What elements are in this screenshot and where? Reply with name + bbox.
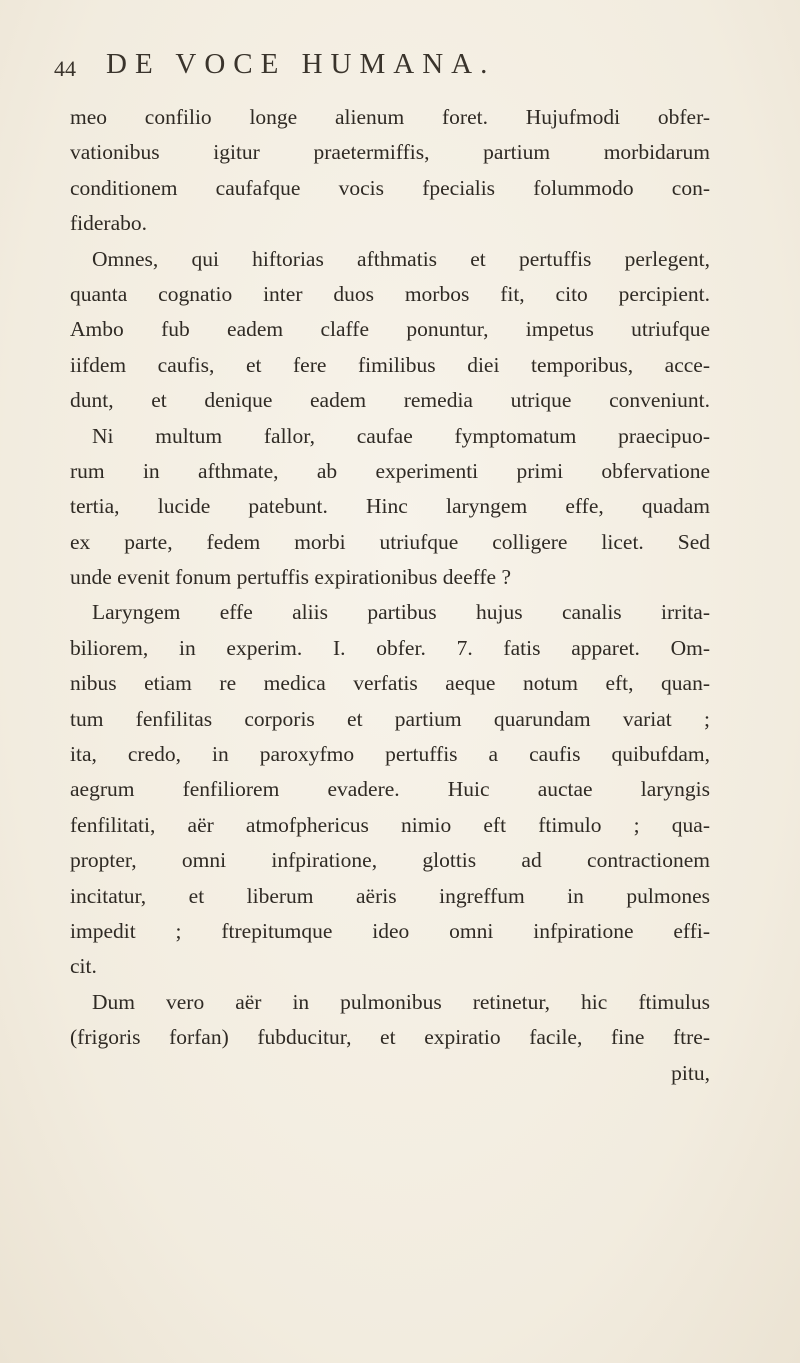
text-line: fenfilitati, aër atmofphericus nimio eft ftimulo ; qua-: [70, 812, 710, 837]
text-line: biliorem, in experim. I. obfer. 7. fatis apparet. Om-: [70, 635, 710, 660]
text-line: cit.: [70, 954, 97, 979]
text-line: incitatur, et liberum aëris ingreffum in pulmones: [70, 883, 710, 908]
text-line: nibus etiam re medica verfatis aeque notum eft, quan-: [70, 671, 710, 696]
text-line: ita, credo, in paroxyfmo pertuffis a caufis quibufdam,: [70, 742, 710, 767]
text-line: Omnes, qui hiftorias afthmatis et pertuffis perlegent,: [92, 246, 710, 271]
text-line: vationibus igitur praetermiffis, partium morbidarum: [70, 140, 710, 165]
text-line: impedit ; ftrepitumque ideo omni infpiratione effi-: [70, 918, 710, 943]
text-line: Ni multum fallor, caufae fymptomatum praecipuo-: [92, 423, 710, 448]
text-line: iifdem caufis, et fere fimilibus diei temporibus, acce-: [70, 352, 710, 377]
text-line: fiderabo.: [70, 211, 148, 236]
catchword: pitu,: [671, 1060, 710, 1085]
text-line: unde evenit fonum pertuffis expirationibus deeffe ?: [70, 565, 512, 590]
text-line: dunt, et denique eadem remedia utrique conveniunt.: [70, 388, 710, 413]
page-number: 44: [54, 56, 76, 81]
body-text: [70, 100, 710, 1091]
text-line: quanta cognatio inter duos morbos fit, cito percipient.: [70, 281, 710, 306]
text-line: rum in afthmate, ab experimenti primi obfervatione: [70, 458, 710, 483]
text-line: tum fenfilitas corporis et partium quarundam variat ;: [70, 706, 710, 731]
text-line: Dum vero aër in pulmonibus retinetur, hic ftimulus: [92, 989, 710, 1014]
text-line: aegrum fenfiliorem evadere. Huic auctae laryngis: [70, 777, 710, 802]
running-title: DE VOCE HUMANA.: [106, 48, 496, 80]
text-line: meo confilio longe alienum foret. Hujufmodi obfer-: [70, 105, 710, 129]
text-line: ex parte, fedem morbi utriufque colligere licet. Sed: [70, 529, 710, 554]
text-line: propter, omni infpiratione, glottis ad contractionem: [70, 848, 710, 873]
text-line: Laryngem effe aliis partibus hujus canalis irrita-: [92, 600, 710, 625]
text-line: (frigoris forfan) fubducitur, et expiratio facile, fine ftre-: [70, 1025, 710, 1050]
text-line: Ambo fub eadem claffe ponuntur, impetus utriufque: [70, 317, 710, 342]
page-header: [48, 48, 688, 88]
text-line: tertia, lucide patebunt. Hinc laryngem effe, quadam: [70, 494, 710, 519]
text-line: conditionem caufafque vocis fpecialis folummodo con-: [70, 175, 710, 200]
